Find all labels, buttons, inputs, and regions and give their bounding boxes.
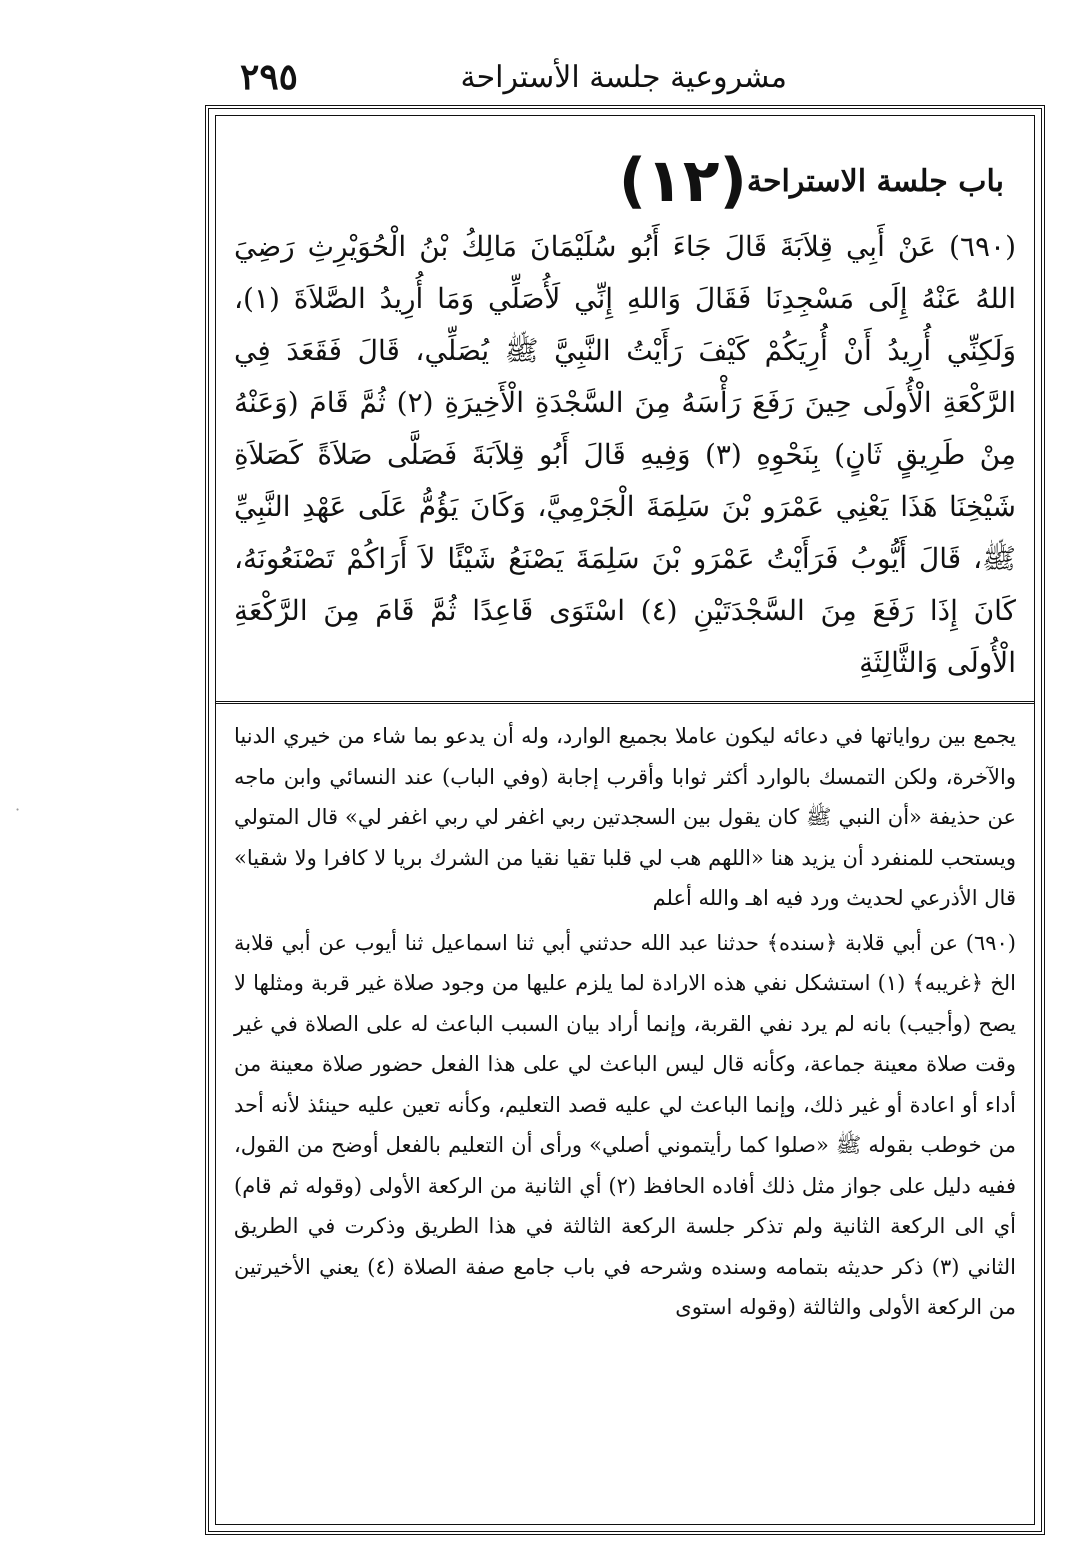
page-frame-inner (215, 115, 1035, 1525)
hadith-text: (٦٩٠) عَنْ أَبِي قِلاَبَةَ قَالَ جَاءَ أَبُو سُلَيْمَانَ مَالِكُ بْنُ الْحُوَيْرِثِ رَضِيَ اللهُ عَنْهُ إِلَى مَسْجِدِنَا فَقَالَ وَاللهِ إِنِّي لَأُصَلِّي وَمَا أُرِيدُ الصَّلاَةَ (١)، وَلَكِنِّي أُرِيدُ أَنْ أُرِيَكُمْ كَيْفَ رَأَيْتُ النَّبِيَّ ﷺ يُصَلِّي، قَالَ فَقَعَدَ فِي الرَّكْعَةِ الْأُولَى حِينَ رَفَعَ رَأْسَهُ مِنَ السَّجْدَةِ الْأَخِيرَةِ (٢) ثُمَّ قَامَ (وَعَنْهُ مِنْ طَرِيقٍ ثَانٍ) بِنَحْوِهِ (٣) وَفِيهِ قَالَ أَبُو قِلاَبَةَ فَصَلَّى صَلاَةً كَصَلاَةِ شَيْخِنَا هَذَا يَعْنِي عَمْرَو بْنَ سَلِمَةَ الْجَرْمِيَّ، وَكَانَ يَؤُمُّ عَلَى عَهْدِ النَّبِيِّ ﷺ، قَالَ أَيُّوبُ فَرَأَيْتُ عَمْرَو بْنَ سَلِمَةَ يَصْنَعُ شَيْئًا لاَ أَرَاكُمْ تَصْنَعُونَهُ، كَانَ إِذَا رَفَعَ مِنَ السَّجْدَتَيْنِ (٤) اسْتَوَى قَاعِدًا ثُمَّ قَامَ مِنَ الرَّكْعَةِ الْأُولَى وَالثَّالِثَةِ (234, 230, 1017, 679)
commentary-block-hadith-690: (٦٩٠) عن أبي قلابة ﴿سنده﴾ حدثنا عبد الله حدثني أبي ثنا اسماعيل ثنا أيوب عن أبي قلابة الخ ﴿غريبه﴾ (١) استشكل نفي هذه الارادة لما يلزم عليها من وجود صلاة غير قربة ومثلها لا يصح (وأجيب) بانه لم يرد نفي القربة، وإنما أراد بيان السبب الباعث له على الصلاة في غير وقت صلاة معينة جماعة، وكأنه قال ليس الباعث لي على هذا الفعل حضور صلاة معينة من أداء أو اعادة أو غير ذلك، وإنما الباعث لي عليه قصد التعليم، وكأنه تعين عليه حينئذ لأنه أحد من خوطب بقوله ﷺ «صلوا كما رأيتموني أصلي» ورأى أن التعليم بالفعل أوضح من القول، ففيه دليل على جواز مثل ذلك أفاده الحافظ (٢) أي الثانية من الركعة الأولى (وقوله ثم قام) أي الى الركعة الثانية ولم تذكر جلسة الركعة الثالثة في هذا الطريق وذكرت في الطريق الثاني (٣) ذكر حديثه بتمامه وسنده وشرحه في باب جامع صفة الصلاة (٤) يعني الأخيرتين من الركعة الأولى والثالثة (وقوله استوى (234, 930, 1017, 1319)
commentary (234, 716, 1016, 1514)
commentary-block-continuation: يجمع بين رواياتها في دعائه ليكون عاملا بجميع الوارد، وله أن يدعو بما شاء من خيري الدنيا والآخرة، ولكن التمسك بالوارد أكثر ثوابا وأقرب إجابة (وفي الباب) عند النسائي وابن ماجه عن حذيفة «أن النبي ﷺ كان يقول بين السجدتين ربي اغفر لي ربي اغفر لي» قال المتولي ويستحب للمنفرد أن يزيد هنا «اللهم هب لي قلبا تقيا نقيا من الشرك بريا لا كافرا ولا شقيا» قال الأذرعي لحديث ورد فيه اهـ والله أعلم (234, 724, 1016, 910)
section-divider (216, 701, 1034, 710)
running-title: مشروعية جلسة الأستراحة (460, 59, 787, 95)
page-number: ٢٩٥ (240, 56, 299, 98)
chapter-title: باب جلسة الاستراحة (746, 163, 1004, 199)
page-frame (205, 105, 1045, 1535)
running-head (240, 52, 787, 102)
margin-mark: · (15, 800, 21, 819)
chapter-number: (١٢) (618, 146, 747, 216)
chapter-header (216, 146, 1034, 216)
